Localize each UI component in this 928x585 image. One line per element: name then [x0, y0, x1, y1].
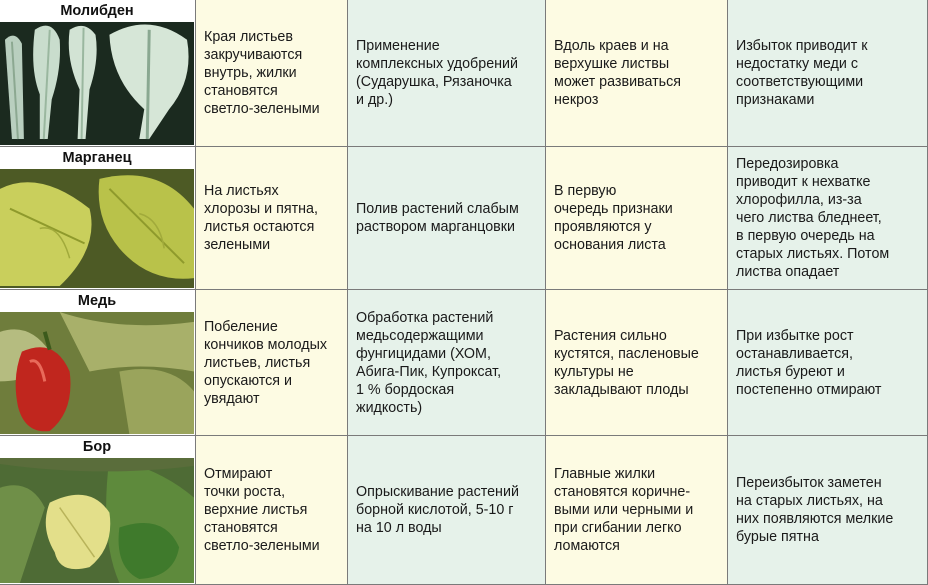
- element-name: Медь: [0, 290, 194, 312]
- note-cell: Растения сильно кустятся, пасленовые культуры не закладывают плоды: [546, 290, 728, 436]
- image-cell: [0, 290, 196, 436]
- element-name: Бор: [0, 436, 194, 458]
- note-cell: Главные жилки становятся коричне- выми или черными и при сгибании легко ломаются: [546, 436, 728, 585]
- image-cell: [0, 147, 196, 290]
- symptom-cell: Края листьев закручиваются внутрь, жилки становятся светло-зелеными: [196, 0, 348, 147]
- treatment-cell: Опрыскивание растений борной кислотой, 5-10 г на 10 л воды: [348, 436, 546, 585]
- red-pepper-photo: [0, 312, 194, 434]
- treatment-cell: Полив растений слабым раствором марганцовки: [348, 147, 546, 290]
- table-row: [0, 0, 928, 147]
- symptom-cell: Побеление кончиков молодых листьев, листья опускаются и увядают: [196, 290, 348, 436]
- symptom-cell: На листьях хлорозы и пятна, листья остаются зелеными: [196, 147, 348, 290]
- cucumber-leaves-photo: [0, 458, 194, 583]
- table-row: [0, 290, 928, 436]
- treatment-cell: Применение комплексных удобрений (Сударушка, Рязаночка и др.): [348, 0, 546, 147]
- image-cell: [0, 436, 196, 585]
- table-row: [0, 147, 928, 290]
- excess-cell: Переизбыток заметен на старых листьях, на них появляются мелкие бурые пятна: [728, 436, 928, 585]
- note-cell: В первую очередь признаки проявляются у основания листа: [546, 147, 728, 290]
- treatment-cell: Обработка растений медьсодержащими фунгицидами (ХОМ, Абига-Пик, Купроксат, 1 % бордоская жидкость): [348, 290, 546, 436]
- yellow-leaves-photo: [0, 169, 194, 288]
- excess-cell: Избыток приводит к недостатку меди с соответствующими признаками: [728, 0, 928, 147]
- excess-cell: Передозировка приводит к нехватке хлорофилла, из-за чего листва бледнеет, в первую очередь на старых листьях. Потом листва опадает: [728, 147, 928, 290]
- excess-cell: При избытке рост останавливается, листья буреют и постепенно отмирают: [728, 290, 928, 436]
- note-cell: Вдоль краев и на верхушке листвы может развиваться некроз: [546, 0, 728, 147]
- element-name: Марганец: [0, 147, 194, 169]
- element-name: Молибден: [0, 0, 194, 22]
- image-cell: [0, 0, 196, 147]
- symptom-cell: Отмирают точки роста, верхние листья становятся светло-зелеными: [196, 436, 348, 585]
- table-row: [0, 436, 928, 585]
